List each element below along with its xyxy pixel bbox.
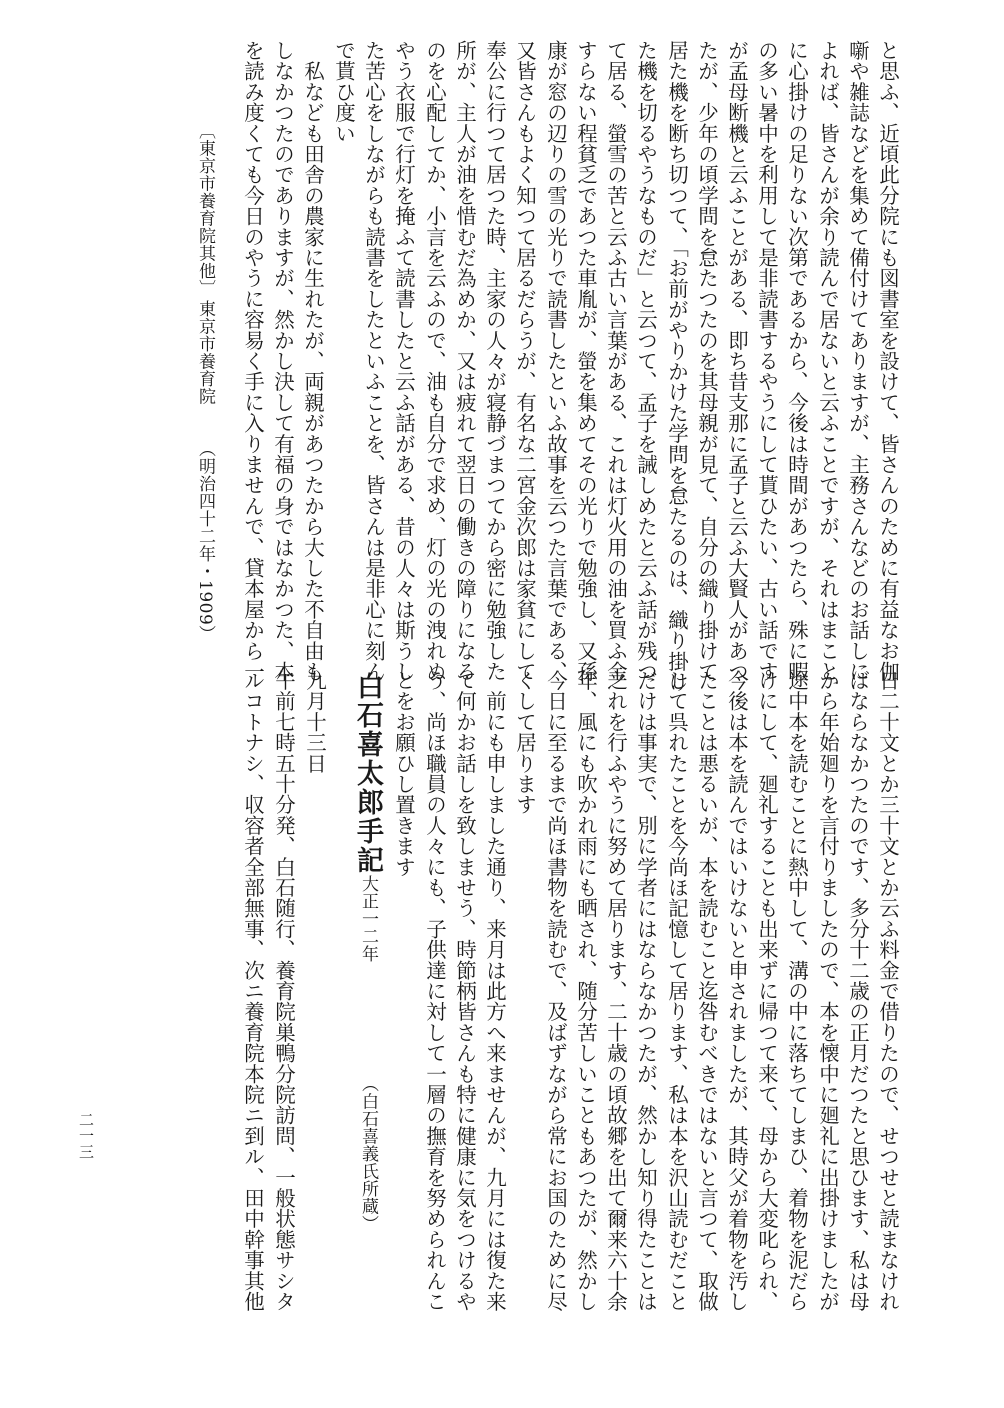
body-text-column: 年、風にも吹かれ雨にも晒され、随分苦しいこともあつたが、然かし [573,670,598,1312]
body-text-column: 前にも申しました通り、来月は此方へ来ませんが、九月には復た来 [482,670,507,1312]
body-text-column: たが、少年の頃学問を怠たつたのを其母親が見て、自分の織り掛けて [694,40,719,682]
body-text-column: くして居ります [512,670,537,815]
body-text-column: 今後は本を読んではいけないと申されましたが、其時父が着物を汚し [724,670,749,1312]
body-text-column: しなかつたのでありますが、然かし決して有福の身ではなかつた、本 [270,40,295,682]
source-title: 東京市養育院 [195,300,215,405]
body-text-column: よれば、皆さんが余り読んで居ないと云ふことですが、それはまこと [815,40,840,682]
page-number: 二一三 [77,1112,95,1160]
body-text-column: で貰ひ度い [331,40,356,144]
heading-era: 大正一二年 [358,875,378,963]
body-text-column: のを心配してか、小言を云ふので、油も自分で求め、灯の光の洩れぬ [422,40,447,682]
diary-line: ルコトナシ、収容者全部無事、次ニ養育院本院ニ到ル、田中幹事其他 [240,670,265,1312]
body-text-column: 私なども田舎の農家に生れたが、両親があつたから大した不自由も [300,40,325,682]
body-text-column: とをお願ひし置きます [391,670,416,877]
body-text-column: けにして、廻礼することも出来ずに帰つて来て、母から大変叱られ、 [754,670,779,1312]
body-text-column: 之れを行ふやうに努めて居ります、二十歳の頃故郷を出て爾来六十余 [603,670,628,1312]
body-text-column: た機を切るやうなものだ」と云つて、孟子を誡しめたと云ふ話が残つ [633,40,658,682]
body-text-column: の多い暑中を利用して是非読書するやうにして貰ひたい、古い話です [754,40,779,682]
source-label: 〔東京市養育院其他〕 [195,122,215,297]
body-text-column: う、尚ほ職員の人々にも、子供達に対して一層の撫育を努められんこ [422,670,447,1312]
body-text-column: たことは悪るいが、本を読むこと迄咎むべきではないと言つて、取做 [694,670,719,1312]
diary-line: 午前七時五十分発、白石随行、養育院巣鴨分院訪問、一般状態サシタ [271,670,296,1312]
body-text-column: して呉れたことを今尚ほ記憶して居ります、私は本を沢山読むだこと [664,670,689,1312]
source-date: （明治四十二年・1909） [195,440,215,643]
body-text-column: 所が、主人が油を惜むだ為めか、又は疲れて翌日の働きの障りになる [452,40,477,682]
body-text-column: を読み度くても今日のやうに容易く手に入りませんで、貸本屋から一 [240,40,265,682]
body-text-column: 日二十文とか三十文とか云ふ料金で借りたので、せつせと読まなけれ [875,670,900,1312]
body-text-column: 途中本を読むことに熱中して、溝の中に落ちてしまひ、着物を泥だら [784,670,809,1312]
body-text-column: すらない程貧乏であつた車胤が、螢を集めてその光りで勉強し、又孫 [573,40,598,682]
body-text-column: 今日に至るまで尚ほ書物を読むで、及ばずながら常にお国のために尽 [543,670,568,1312]
body-text-column: だけは事実で、別に学者にはならなかつたが、然かし知り得たことは [633,670,658,1312]
body-text-column: ばならなかつたのです、多分十二歳の正月だつたと思ひます、私は母 [845,670,870,1312]
body-text-column: 居た機を断ち切つて、「お前がやりかけた学問を怠たるのは、織り掛け [664,40,689,693]
body-text-column: 又皆さんもよく知つて居るだらうが、有名な二宮金次郎は家貧にして [512,40,537,682]
body-text-column: やう衣服で行灯を掩ふて読書したと云ふ話がある、昔の人々は斯うし [391,40,416,682]
body-text-column: 康が窓の辺りの雪の光りで読書したといふ故事を云つた言葉である、 [543,40,568,682]
body-text-column: 噺や雑誌などを集めて備付けてありますが、主務さんなどのお話しに [845,40,870,682]
body-text-column: て何かお話しを致しませう、時節柄皆さんも特に健康に気をつけるや [452,670,477,1312]
body-text-column: て居る、螢雪の苦と云ふ古い言葉がある、これは灯火用の油を買ふ金 [603,40,628,682]
heading-owner: （白石喜義氏所蔵） [358,1075,378,1233]
body-text-column: から年始廻りを言付りましたので、本を懐中に廻礼に出掛けましたが [815,670,840,1312]
body-text-column: と思ふ、近頃此分院にも図書室を設けて、皆さんのために有益なお伽 [875,40,900,682]
body-text-column: 奉公に行つて居つた時、主家の人々が寝静づまつてから密に勉強した [482,40,507,682]
body-text-column: が孟母断機と云ふことがある、即ち昔支那に孟子と云ふ大賢人があつ [724,40,749,682]
section-heading: 白石喜太郎手記 [352,672,383,875]
body-text-column: た苦心をしながらも読書をしたといふことを、皆さんは是非心に刻ん [361,40,386,682]
diary-line: 九月十三日 [302,670,327,774]
body-text-column: に心掛けの足りない次第であるから、今後は時間があつたら、殊に暇 [784,40,809,682]
